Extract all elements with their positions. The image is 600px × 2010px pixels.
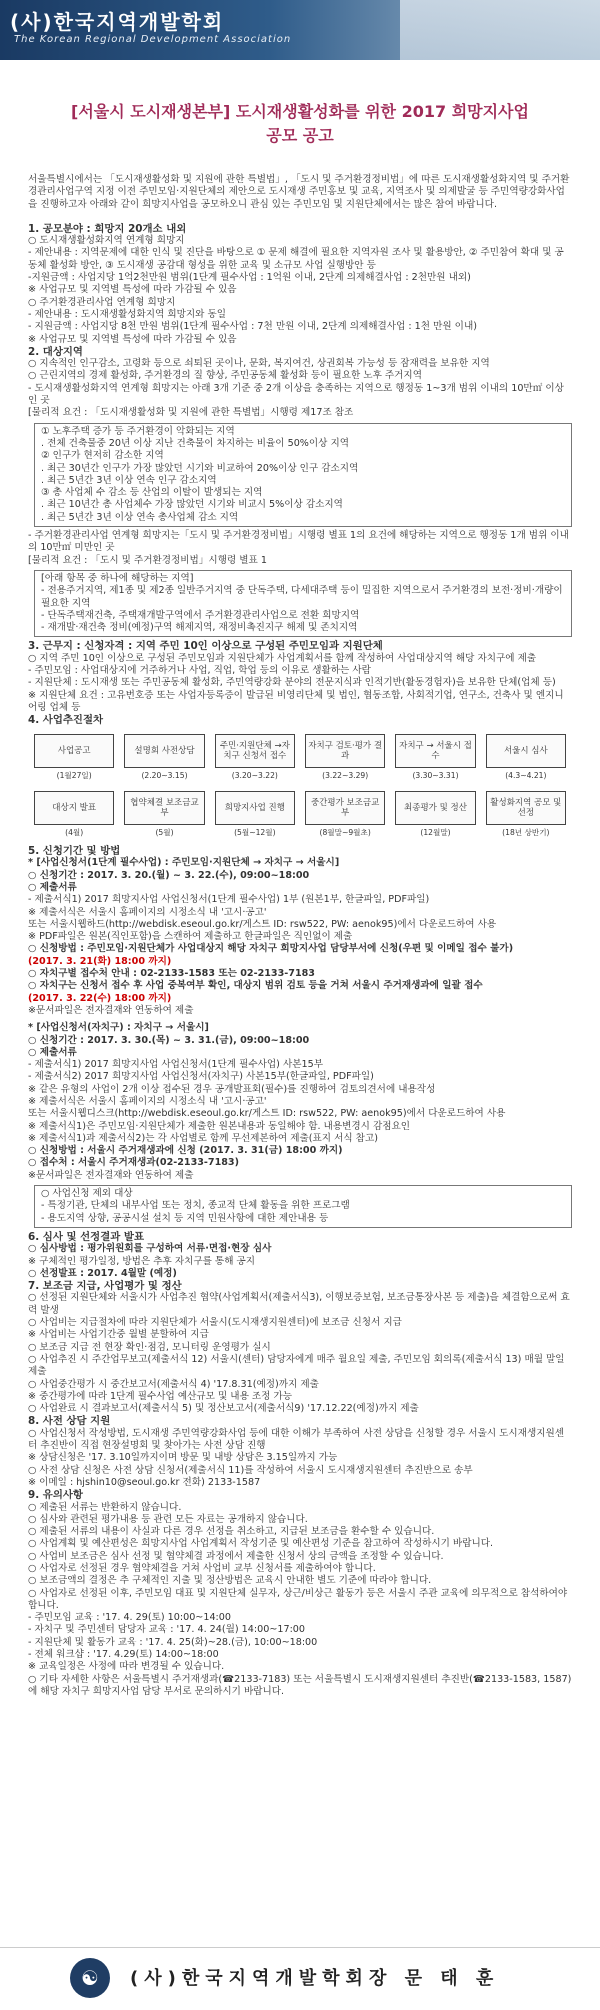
box1-line: . 최근 10년간 총 사업체수 가장 많았던 시기와 비교시 5%이상 감소지역 <box>41 499 343 511</box>
s9-line: ○ 기타 자세한 사항은 서울특별시 주거재생과(☎2133-7183) 또는 서울특별시 도시재생지원센터 추진반(☎2133-1583, 1587) 에 해당 자치구 희망지사업 담당 부서로 문의하시기 바랍니다. <box>28 1673 572 1697</box>
s2-line: ○ 근린지역의 경제 활성화, 주거환경의 질 향상, 주민공동체 활성화 등이 필요한 노후 주거지역 <box>28 370 422 382</box>
s9-line: - 주민모임 교육 : '17. 4. 29(토) 10:00~14:00 <box>28 1612 231 1624</box>
flow-step <box>34 791 114 839</box>
box1-line: . 최근 5년간 3년 이상 연속 인구 감소지역 <box>41 474 217 486</box>
section-3-heading: 3. 근무지 : 신청자격 : 지역 주민 10인 이상으로 구성된 주민모임과 지원단체 <box>28 640 383 653</box>
s9-line: ※ 교육일정은 사정에 따라 변경될 수 있습니다. <box>28 1661 225 1673</box>
s7-line: ※ 사업비는 사업기간중 월별 분할하여 지급 <box>28 1329 209 1341</box>
flow-step <box>305 791 385 839</box>
s5-a-line: - 제출서식1) 2017 희망지사업 사업신청서(1단계 필수사업) 1부 (원본1부, 한글파일, PDF파일) <box>28 894 430 906</box>
section-1-heading: 1. 공모분야 : 희망지 20개소 내외 <box>28 222 187 235</box>
footer-signature: (사)한국지역개발학회장 문 태 훈 <box>130 1968 500 1989</box>
org-name-en: The Korean Regional Development Association <box>14 34 292 45</box>
s9-line: - 지원단체 및 활동가 교육 : '17. 4. 25(화)~28.(금), 10:00~18:00 <box>28 1636 318 1648</box>
flow-step-label: 중간평가 보조금교부 <box>305 791 385 825</box>
flow-step-label: 사업공고 <box>34 734 114 768</box>
s1-line: -지원금액 : 사업지당 1억2천만원 범위(1단계 필수사업 : 1억원 이내, 2단계 의제해결사업 : 2천만원 내외) <box>28 272 471 284</box>
flow-step <box>124 791 204 839</box>
section-4-heading: 4. 사업추진절차 <box>28 714 104 727</box>
flow-step-label: 설명회 사전상담 <box>124 734 204 768</box>
s5-a-title: * [사업신청서(1단계 필수사업) : 주민모임·지원단체 → 자치구 → 서울시] <box>28 857 340 869</box>
box2-line: [아래 항목 중 하나에 해당하는 지역] <box>41 572 194 584</box>
flow-step-label: 희망지사업 진행 <box>215 791 295 825</box>
s6-line: ○ 심사방법 : 평가위원회를 구성하여 서류·면접·현장 심사 <box>28 1243 272 1255</box>
s5-a-deadline-1: (2017. 3. 21(화) 18:00 까지) <box>28 955 172 967</box>
box2-line: - 단독주택재건축, 주택재개발구역에서 주거환경관리사업으로 전환 희망지역 <box>41 609 360 621</box>
s5-a-line2: ○ 자치구별 접수처 안내 : 02-2133-1583 또는 02-2133-7183 <box>28 968 315 980</box>
s8-line: ※ 이메일 : hjshin10@seoul.go.kr 전화) 2133-1587 <box>28 1476 261 1488</box>
flow-step-date: (5월) <box>155 827 174 837</box>
s9-line: - 전체 워크샵 : '17. 4.29(토) 14:00~18:00 <box>28 1649 219 1661</box>
s5-a-line: ○ 제출서류 <box>28 881 77 893</box>
flow-step-date: (18년 상반기) <box>502 827 550 837</box>
s2-line: [물리적 요건 : 「도시재생활성화 및 지원에 관한 특별법」시행령 제17조 참조 <box>28 407 354 419</box>
box1-line: . 최근 30년간 인구가 가장 많았던 시기와 비교하여 20%이상 인구 감소지역 <box>41 462 359 474</box>
box1-line: . 전체 건축물중 20년 이상 지난 건축물이 차지하는 비율이 50%이상 지역 <box>41 437 350 449</box>
section-1-lines <box>28 235 572 346</box>
flow-step <box>305 734 385 782</box>
flow-step-date: (5월~12월) <box>234 827 276 837</box>
section-6-heading: 6. 심사 및 선정결과 발표 <box>28 1230 144 1243</box>
s5-b-line: ※ 제출서식은 서울시 홈페이지의 시정소식 내 '고시·공고' <box>28 1096 267 1107</box>
flow-step <box>124 734 204 782</box>
s5-b-line: - 제출서식2) 2017 희망지사업 사업신청서(자치구) 사본15부(한글파일, PDF파일) <box>28 1071 374 1083</box>
s7-line: ○ 보조금 지급 전 현장 확인·점검, 모니터링 운영평가 실시 <box>28 1341 271 1353</box>
s3-line: ※ 지원단체 요건 : 고유번호증 또는 사업자등록증이 발급된 비영리단체 및 법인, 협동조합, 사회적기업, 연구소, 건축사 및 엔지니어링 업체 등 <box>28 689 564 713</box>
flow-step <box>486 791 566 839</box>
exclusion-box <box>34 1185 572 1228</box>
s5-a-line2: ○ 자치구는 신청서 접수 후 사업 중복여부 확인, 대상지 범위 검토 등을 거쳐 서울시 주거재생과에 일괄 접수 <box>28 980 483 992</box>
s8-line: ※ 상담신청은 '17. 3.10일까지이며 방문 및 내방 상담은 3.15일까지 가능 <box>28 1452 338 1464</box>
s9-line: ○ 제출된 서류는 반환하지 않습니다. <box>28 1501 182 1513</box>
flow-step-label: 서울시 심사 <box>486 734 566 768</box>
s5-a-line: ※ PDF파일은 원본(직인포함)을 스캔하여 제출하고 한글파일은 직인없이 제출 <box>28 931 353 943</box>
s5-a-deadline-2: (2017. 3. 22(수) 18:00 까지) <box>28 992 172 1004</box>
s3-line: ○ 지역 주민 10인 이상으로 구성된 주민모임과 지원단체가 사업계획서를 함께 작성하여 사업대상지역 해당 자치구에 제출 <box>28 652 537 664</box>
s5-a-line: 또는 서울시웹하드(http://webdisk.eseoul.go.kr/게스트 ID: rsw522, PW: aenok95)에서 다운로드하여 사용 <box>28 918 497 930</box>
org-name-ko: (사)한국지역개발학회 <box>10 10 225 34</box>
flow-step <box>34 734 114 782</box>
s1-line: - 제안내용 : 도시재생활성화지역 희망지와 동일 <box>28 308 227 320</box>
flow-step-date: (1월27일) <box>56 771 92 781</box>
flow-step <box>215 734 295 782</box>
section-9-heading: 9. 유의사항 <box>28 1489 83 1502</box>
intro-text: 서울특별시에서는 「도시재생활성화 및 지원에 관한 특별법」, 「도시 및 주거환경정비법」에 따른 도시재생활성화지역 및 주거환경관리사업구역 지정 이전 주민모임·지원단체의 제안으로 도시재생 주민홍보 및 교육, 지역조사 및 의제발굴 등 주민역량강화사업을 진행하고자 아래와 같이 희망지사업을 공모하오니 관심 있는 주민모임 및 지원단체에서는 많은 참여 바랍니다. <box>28 174 570 210</box>
s5-b-line: 또는 서울시웹디스크(http://webdisk.eseoul.go.kr/게스트 ID: rsw522, PW: aenok95)에서 다운로드하여 사용 <box>28 1108 506 1120</box>
s5-b-title: * [사업신청서(자치구) : 자치구 → 서울시] <box>28 1022 209 1034</box>
flow-step-date: (4.3~4.21) <box>505 771 547 781</box>
s5-a-line: ○ 신청방법 : 주민모임·지원단체가 사업대상지 해당 자치구 희망지사업 담당부서에 신청(우편 및 이메일 접수 불가) <box>28 943 514 955</box>
flow-step-label: 활성화지역 공모 및 선정 <box>486 791 566 825</box>
box1-line: ② 인구가 현저히 감소한 지역 <box>41 450 164 462</box>
s5-a-note: ※문서파일은 전자결재와 연동하여 제출 <box>28 1004 194 1016</box>
flow-step-label: 자치구 → 서울시 접수 <box>395 734 475 768</box>
s5-b-line: ○ 제출서류 <box>28 1046 77 1058</box>
s5-b-line: - 제출서식1) 2017 희망지사업 사업신청서(1단계 필수사업) 사본15부 <box>28 1059 323 1071</box>
flow-step-date: (3.30~3.31) <box>412 771 459 781</box>
box1-line: ③ 총 사업체 수 감소 등 산업의 이탈이 발생되는 지역 <box>41 487 263 499</box>
s2-mid-line: [물리적 요건 : 「도시 및 주거환경정비법」시행령 별표 1 <box>28 554 267 566</box>
title-line-1: [서울시 도시재생본부] 도시재생활성화를 위한 2017 희망지사업 <box>71 102 529 121</box>
s5-b-line: ※ 제출서식1)과 제출서식2)는 각 사업별로 함께 무선제본하여 제출(표지 서식 참고) <box>28 1132 378 1144</box>
section-7-heading: 7. 보조금 지급, 사업평가 및 정산 <box>28 1280 182 1293</box>
notice-body <box>28 174 572 1698</box>
s7-line: ○ 사업중간평가 시 중간보고서(제출서식 4) '17.8.31(예정)까지 제출 <box>28 1378 319 1390</box>
s9-line: ○ 사업비 보조금은 심사 선정 및 협약체결 과정에서 제출한 신청서 상의 금액을 조정할 수 있습니다. <box>28 1550 444 1562</box>
s5-a-line: ※ 제출서식은 서울시 홈페이지의 시정소식 내 '고시·공고' <box>28 906 267 918</box>
s5-b-line: ※ 같은 유형의 사업이 2개 이상 접수된 경우 공개발표회(필수)를 진행하여 검토의견서에 내용작성 <box>28 1083 436 1095</box>
s2-mid-line: - 주거환경관리사업 연계형 희망지는「도시 및 주거환경정비법」시행령 별표 1의 요건에 해당하는 지역으로 행정동 1개 범위 이내의 10만㎡ 미만인 곳 <box>28 530 569 554</box>
s6-line: ○ 선정발표 : 2017. 4월말 (예정) <box>28 1267 177 1279</box>
s9-line: ○ 사업계획 및 예산편성은 희망지사업 사업계획서 작성기준 및 예산편성 기준을 참고하여 작성하시기 바랍니다. <box>28 1538 494 1550</box>
s5-b-line: ○ 접수처 : 서울시 주거재생과(02-2133-7183) <box>28 1157 239 1169</box>
box1-line: ① 노후주택 증가 등 주거환경이 악화되는 지역 <box>41 425 235 437</box>
s7-line: ○ 사업비는 지급절차에 따라 지원단체가 서울시(도시재생지원센터)에 보조금 신청서 지급 <box>28 1317 402 1329</box>
flow-step-date: (4월) <box>65 827 84 837</box>
flow-step-label: 대상지 발표 <box>34 791 114 825</box>
flow-step-label: 자치구 검토·평가 결과 <box>305 734 385 768</box>
process-flow <box>34 734 566 839</box>
footer <box>0 1947 600 2010</box>
banner-image <box>400 0 600 60</box>
flow-step <box>215 791 295 839</box>
section-2-heading: 2. 대상지역 <box>28 345 83 358</box>
header-banner <box>0 0 600 60</box>
s5-a-line: ○ 신청기간 : 2017. 3. 20.(월) ~ 3. 22.(수), 09:00~18:00 <box>28 869 310 881</box>
s7-line: ○ 사업완료 시 결과보고서(제출서식 5) 및 정산보고서(제출서식9) '17.12.22(예정)까지 제출 <box>28 1403 419 1415</box>
flow-step <box>395 791 475 839</box>
s5-b-line: ○ 신청방법 : 서울시 주거재생과에 신청 (2017. 3. 31(금) 18:00 까지) <box>28 1145 343 1157</box>
criteria-box-2 <box>34 570 572 637</box>
s5-b-line: ※ 제출서식1)은 주민모임·지원단체가 제출한 원본내용과 동일해야 함. 내용변경시 감점요인 <box>28 1120 411 1132</box>
notice-title <box>20 100 580 148</box>
s6-line: ※ 구체적인 평가일정, 방법은 추후 자치구를 통해 공지 <box>28 1255 256 1267</box>
s8-line: ○ 사업신청서 작성방법, 도시재생 주민역량강화사업 등에 대한 이해가 부족하여 사전 상담을 신청할 경우 서울시 도시재생지원센터 추진반이 직접 현장설명회 및 찾아가는 사전 상담 진행 <box>28 1427 565 1452</box>
s2-line: ○ 지속적인 인구감소, 고령화 등으로 쇠퇴된 곳이나, 문화, 복지여건, 상권회복 가능성 등 잠재력을 보유한 지역 <box>28 358 490 370</box>
s1-line: ※ 사업규모 및 지역별 특성에 따라 가감될 수 있음 <box>28 333 237 345</box>
s9-line: ○ 심사와 관련된 평가내용 등 관련 모든 자료는 공개하지 않습니다. <box>28 1513 308 1525</box>
flow-step-label: 최종평가 및 정산 <box>395 791 475 825</box>
s5-b-line: ※문서파일은 전자결재와 연동하여 제출 <box>28 1169 194 1181</box>
box2-line: - 재개발·재건축 정비(예정)구역 해제지역, 재정비촉진지구 해제 및 존치지역 <box>41 622 358 634</box>
s1-line: ○ 도시재생활성화지역 연계형 희망지 <box>28 235 185 247</box>
title-line-2: 공모 공고 <box>266 126 334 145</box>
s9-line: - 자치구 및 주민센터 담당자 교육 : '17. 4. 24(월) 14:00~17:00 <box>28 1624 306 1636</box>
box1-line: . 최근 5년간 3년 이상 연속 총사업체 감소 지역 <box>41 511 239 523</box>
box3-line: - 용도지역 상향, 공공시설 설치 등 지역 민원사항에 대한 제안내용 등 <box>41 1212 329 1224</box>
s9-line: ○ 사업자로 선정된 이후, 주민모임 대표 및 지원단체 실무자, 상근/비상근 활동가 등은 서울시 주관 교육에 의무적으로 참석하여야 합니다. <box>28 1587 568 1611</box>
flow-step-label: 협약체결 보조금교부 <box>124 791 204 825</box>
flow-step-label: 주민·지원단체 →자치구 신청서 접수 <box>215 734 295 768</box>
s9-line: ○ 보조금액의 결정은 추 구체적인 지출 및 정산방법은 교육시 안내한 별도 기준에 따라야 합니다. <box>28 1575 432 1587</box>
criteria-box-1 <box>34 423 572 527</box>
s9-line: ○ 제출된 서류의 내용이 사실과 다른 경우 선정을 취소하고, 지급된 보조금을 환수할 수 있습니다. <box>28 1526 435 1538</box>
flow-step-date: (12월말) <box>420 827 451 837</box>
s1-line: ※ 사업규모 및 지역별 특성에 따라 가감될 수 있음 <box>28 284 237 296</box>
s1-line: - 지원금액 : 사업지당 8천 만원 범위(1단계 필수사업 : 7천 만원 이내, 2단계 의제해결사업 : 1천 만원 이내) <box>28 321 477 333</box>
s3-line: - 주민모임 : 사업대상지에 거주하거나 사업, 직업, 학업 등의 이유로 생활하는 사람 <box>28 664 371 676</box>
flow-step <box>486 734 566 782</box>
flow-step-date: (2.20~3.15) <box>141 771 188 781</box>
s7-line: ※ 중간평가에 따라 1단계 필수사업 예산규모 및 내용 조정 가능 <box>28 1390 293 1402</box>
box3-line: - 특정기관, 단체의 내부사업 또는 정치, 종교적 단체 활동을 위한 프로그램 <box>41 1200 350 1212</box>
box3-line: ○ 사업신청 제외 대상 <box>41 1188 133 1200</box>
s7-line: ○ 사업추진 시 주간업무보고(제출서식 12) 서울시(센터) 담당자에게 매주 월요일 제출, 주민모임 회의록(제출서식 13) 매월 말일 제출 <box>28 1353 565 1378</box>
s2-line: - 도시재생활성화지역 연계형 희망지는 아래 3개 기준 중 2개 이상을 충족하는 지역으로 행정동 1~3개 범위 이내의 10만㎡ 이상인 곳 <box>28 382 564 407</box>
section-8-heading: 8. 사전 상담 지원 <box>28 1415 111 1428</box>
flow-step-date: (8월말~9월초) <box>319 827 371 837</box>
org-logo-icon: ☯ <box>70 1958 110 1998</box>
s8-line: ○ 사전 상담 신청은 사전 상담 신청서(제출서식 11)를 작성하여 서울시 도시재생지원센터 추진반으로 송부 <box>28 1464 473 1476</box>
box2-line: - 전용주거지역, 제1종 및 제2종 일반주거지역 중 단독주택, 다세대주택 등이 밀집한 지역으로서 주거환경의 보전·정비·개량이 필요한 지역 <box>41 585 563 609</box>
flow-step <box>395 734 475 782</box>
s7-line: ○ 선정된 지원단체와 서울시가 사업추진 협약(사업계획서(제출서식3), 이행보증보험, 보조금통장사본 등 제출)을 체결함으로써 효력 발생 <box>28 1292 570 1316</box>
section-5-heading: 5. 신청기간 및 방법 <box>28 845 121 858</box>
s3-line: - 지원단체 : 도시재생 또는 주민공동체 활성화, 주민역량강화 분야의 전문지식과 인적기반(활동경험자)을 보유한 단체(업체 등) <box>28 677 556 689</box>
flow-step-date: (3.20~3.22) <box>231 771 278 781</box>
s9-line: ○ 사업자로 선정된 경우 협약체결을 거쳐 사업비 교부 신청서를 제출하여야 합니다. <box>28 1562 376 1574</box>
s1-line: - 제안내용 : 지역문제에 대한 인식 및 진단을 바탕으로 ① 문제 해결에 필요한 지역자원 조사 및 활용방안, ② 주민참여 확대 및 공동체 활성화 방안, ③ 도시재생 공감대 형성을 위한 교육 및 소규모 사업 실행방안 등 <box>28 247 564 271</box>
s5-b-line: ○ 신청기간 : 2017. 3. 30.(목) ~ 3. 31.(금), 09:00~18:00 <box>28 1034 310 1046</box>
s1-line: ○ 주거환경관리사업 연계형 희망지 <box>28 296 176 308</box>
flow-step-date: (3.22~3.29) <box>322 771 369 781</box>
